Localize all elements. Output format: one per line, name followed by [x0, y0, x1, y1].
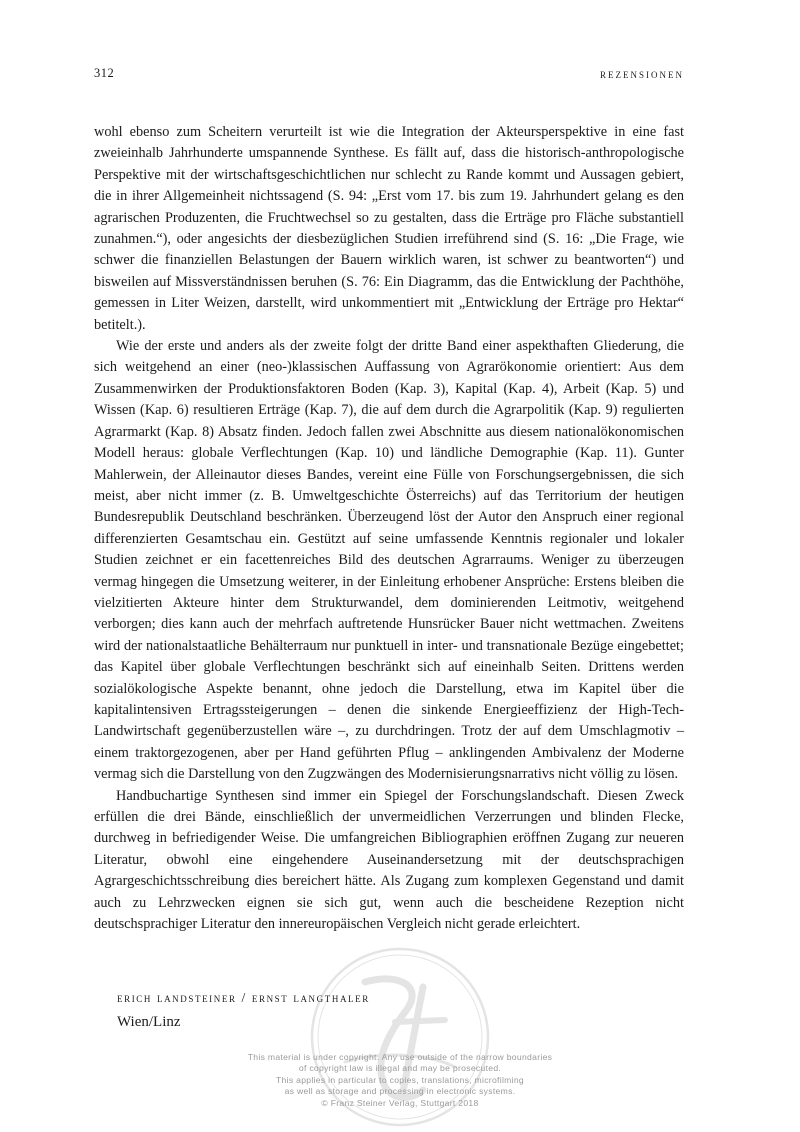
review-body: [94, 122, 684, 935]
paragraph-third-volume: Wie der erste und anders als der zweite folgt der dritte Band einer aspekthaften Gliederung, die sich weitgehend an einer (neo-)klassischen Auffassung von Agrarökonomie orientiert: Aus dem Zusammenwirken der Produktionsfaktoren Boden (Kap. 3), Kapital (Kap. 4), Arbeit (Kap. 5) und Wissen (Kap. 6) resultieren Erträge (Kap. 7), die auf dem durch die Agrarpolitik (Kap. 9) regulierten Agrarmarkt (Kap. 8) Absatz finden. Jedoch fallen zwei Abschnitte aus diesem nationalökonomischen Modell heraus: globale Verflechtungen (Kap. 10) und ländliche Demographie (Kap. 11). Gunter Mahlerwein, der Alleinautor dieses Bandes, vereint eine Fülle von Forschungsergebnissen, die sich meist, aber nicht immer (z. B. Umweltgeschichte Österreichs) auf das Territorium der heutigen Bundesrepublik Deutschland beschränken. Überzeugend löst der Autor den Anspruch einer regional differenzierten Gesamtschau ein. Gestützt auf seine umfassende Kenntnis regionaler und lokaler Studien zeichnet er ein facettenreiches Bild des deutschen Agrarraums. Weniger zu überzeugen vermag hingegen die Umsetzung weiterer, in der Einleitung erhobener Ansprüche: Erstens bleiben die vielzitierten Akteure hinter dem Strukturwandel, dem dominierenden Leitmotiv, weitgehend verborgen; dies kann auch der mehrfach auftretende Hunsrücker Bauer nicht wettmachen. Zweitens wird der nationalstaatliche Behälterraum nur punktuell in inter- und transnationale Bezüge eingebettet; das Kapitel über globale Verflechtungen beschränkt sich auf eineinhalb Seiten. Drittens werden sozialökologische Aspekte benannt, ohne jedoch die Darstellung, etwa im Kapitel über die kapitalintensiven Ertragssteigerungen – denen die sinkende Energieeffizienz der High-Tech-Landwirtschaft gegenüberzustellen wäre –, zu durchdringen. Trotz der auf dem Umschlagmotiv – einem traktorgezogenen, aber per Hand geführten Pflug – anklingenden Ambivalenz der Moderne vermag sich die Darstellung von den Zugzwängen des Modernisierungsnarrativs nicht völlig zu lösen.: [94, 338, 684, 783]
section-title: rezensionen: [600, 66, 684, 81]
copyright-line: as well as storage and processing in electronic systems.: [284, 1086, 516, 1097]
paragraph-continuation: wohl ebenso zum Scheitern verurteilt ist wie die Integration der Akteursperspektive in eine fast zweieinhalb Jahrhunderte umspannende Synthese. Es fällt auf, dass die historisch-anthropologische Perspektive mit der wirtschaftsgeschichtlichen nur schlecht zu Rande kommt und Aussagen gebiert, die in ihrer Allgemeinheit nichtssagend (S. 94: „Erst vom 17. bis zum 19. Jahrhundert gelang es den agrarischen Produzenten, die Fruchtwechsel so zu gestalten, dass die Erträge pro Fläche substantiell zunahmen.“), oder angesichts der diesbezüglichen Studien irreführend sind (S. 16: „Die Frage, wie schwer die finanziellen Belastungen der Bauern wirklich waren, ist schwer zu beantworten“) und bisweilen auf Missverständnissen beruhen (S. 76: Ein Diagramm, das die Entwicklung der Pachthöhe, gemessen in Liter Weizen, darstellt, wird unkommentiert mit „Entwicklung der Erträge pro Hektar“ betitelt.).: [94, 124, 684, 333]
running-head: [94, 66, 684, 86]
copyright-notice: [0, 1052, 800, 1109]
copyright-line: This material is under copyright. Any use outside of the narrow boundaries: [247, 1052, 553, 1062]
copyright-line: of copyright law is illegal and may be prosecuted.: [298, 1063, 502, 1074]
copyright-line: © Franz Steiner Verlag, Stuttgart 2018: [321, 1097, 479, 1108]
signature-place: Wien/Linz: [117, 1014, 181, 1030]
review-signature: [117, 988, 370, 1034]
copyright-line: This applies in particular to copies, translations, microfilming: [276, 1074, 524, 1085]
paragraph-conclusion: Handbuchartige Synthesen sind immer ein Spiegel der Forschungslandschaft. Diesen Zweck erfüllen die drei Bände, einschließlich der unvermeidlichen Verzerrungen und blinden Flecke, durchweg in befriedigender Weise. Die umfangreichen Bibliographien eröffnen Zugang zur neueren Literatur, obwohl eine eingehendere Auseinandersetzung mit der deutschsprachigen Agrargeschichtsschreibung dies bereichert hätte. Als Zugang zum komplexen Gegenstand und damit auch zu Lehrzwecken eignen sie sich gut, wenn auch die bescheidene Rezeption nicht deutschsprachiger Literatur den innereuropäischen Vergleich nicht gerade erleichtert.: [94, 787, 684, 933]
signature-authors: erich landsteiner / ernst langthaler: [117, 990, 370, 1005]
page-number: 312: [94, 66, 115, 80]
